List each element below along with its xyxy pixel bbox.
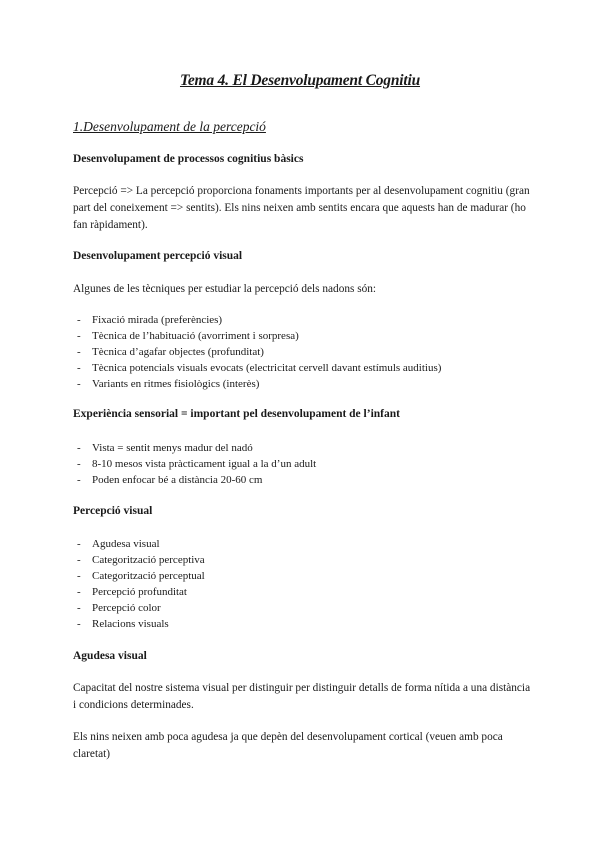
heading-experiencia: Experiència sensorial = important pel desenvolupament de l’infant	[73, 408, 400, 420]
list-experiencia	[73, 440, 316, 488]
list-item: - Relacions visuals	[73, 616, 205, 632]
section-heading: 1.Desenvolupament de la percepció	[73, 119, 266, 134]
list-item: - 8-10 mesos vista pràcticament igual a la d’un adult	[73, 456, 316, 472]
paragraph-agudesa-2: Els nins neixen amb poca agudesa ja que depèn del desenvolupament cortical (veuen amb poca claretat)	[73, 731, 503, 760]
heading-percepcio-visual-list: Percepció visual	[73, 505, 153, 517]
list-item: - Percepció profunditat	[73, 584, 205, 600]
list-item: - Tècnica de l’habituació (avorriment i sorpresa)	[73, 328, 441, 344]
list-item: - Poden enfocar bé a distància 20-60 cm	[73, 472, 316, 488]
list-item: - Agudesa visual	[73, 536, 205, 552]
list-item: - Categorització perceptual	[73, 568, 205, 584]
list-percepcio-visual	[73, 536, 205, 633]
list-item: - Percepció color	[73, 600, 205, 616]
list-item: - Tècnica potencials visuals evocats (electricitat cervell davant estímuls auditius)	[73, 360, 441, 376]
heading-percepcio-visual: Desenvolupament percepció visual	[73, 250, 243, 262]
list-item: - Variants en ritmes fisiològics (interès)	[73, 376, 441, 392]
heading-processos: Desenvolupament de processos cognitius bàsics	[73, 153, 304, 165]
list-item: - Vista = sentit menys madur del nadó	[73, 440, 316, 456]
document-title: Tema 4. El Desenvolupament Cognitiu	[179, 72, 421, 89]
list-item: - Categorització perceptiva	[73, 552, 205, 568]
list-item: - Fixació mirada (preferències)	[73, 312, 441, 328]
heading-agudesa: Agudesa visual	[73, 650, 147, 662]
paragraph-percepcio: Percepció => La percepció proporciona fonaments importants per al desenvolupament cognitiu (gran part del coneixement => sentits). Els nins neixen amb sentits encara que aquests han de madurar (ho fan ràpidament).	[73, 185, 530, 231]
list-item: - Tècnica d’agafar objectes (profunditat)	[73, 344, 441, 360]
paragraph-tecniques: Algunes de les tècniques per estudiar la percepció dels nadons són:	[73, 283, 377, 295]
list-tecniques	[73, 312, 441, 392]
paragraph-agudesa-1: Capacitat del nostre sistema visual per distinguir per distinguir detalls de forma nítida a una distància i condicions determinades.	[73, 682, 531, 711]
